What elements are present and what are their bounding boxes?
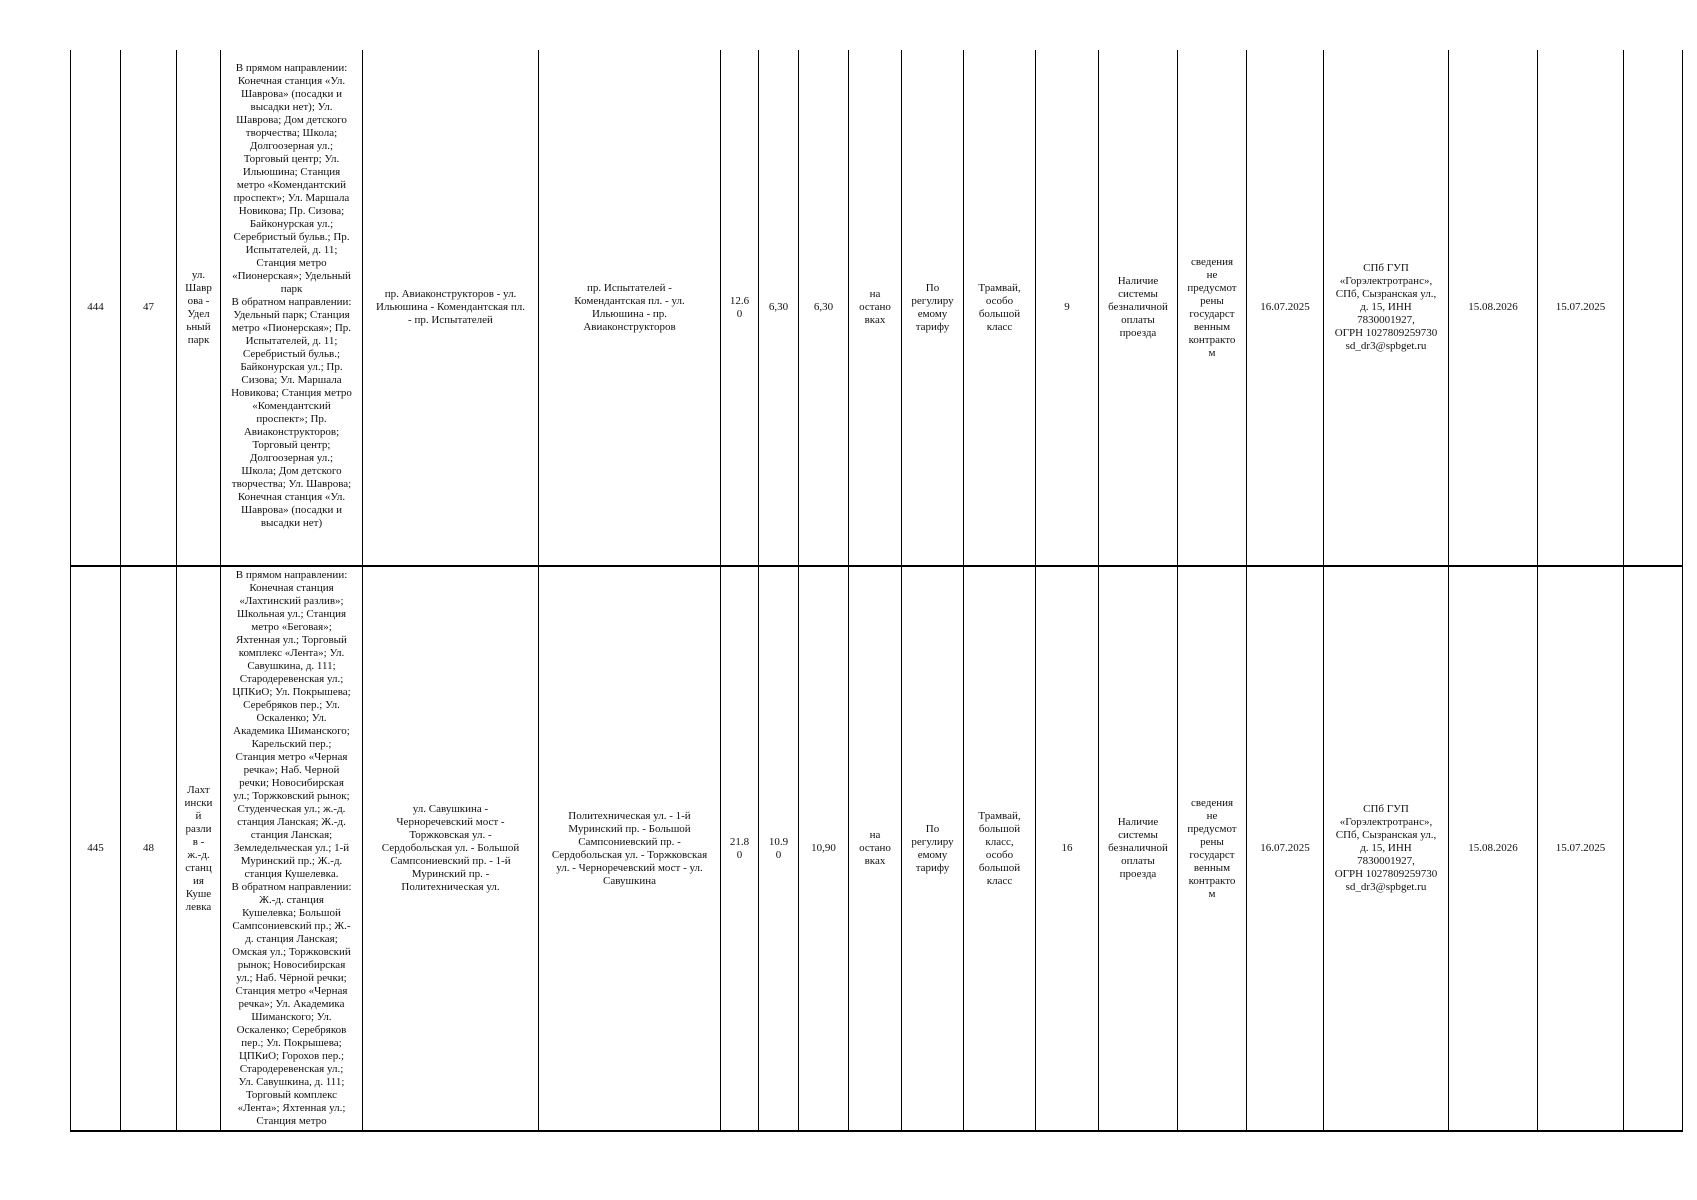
cell-length-total: 21.8 0 (721, 566, 759, 1131)
route-register-table (70, 50, 1683, 1132)
cell-vehicle: Трамвай, большой класс, особо большой класс (964, 566, 1036, 1131)
cell-route-no: 48 (121, 566, 177, 1131)
cell-vehicle-count: 9 (1036, 50, 1099, 566)
cell-contract: сведения не предусмот рены государст венным контракто м (1178, 566, 1247, 1131)
cell-streets-backward: Политехническая ул. - 1-й Муринский пр. - Большой Сампсониевский пр. - Сердобольская ул. - Торжковская ул. - Черноречевский мост - ул. Савушкина (539, 566, 721, 1131)
cell-route-name: Лахт ински й разли в - ж.-д. станц ия Куше левка (177, 566, 221, 1131)
cell-reg-no: 444 (71, 50, 121, 566)
cell-tariff: По регулиру емому тарифу (902, 566, 964, 1131)
cell-stops: В прямом направлении: Конечная станция «Ул. Шаврова» (посадки и высадки нет); Ул. Шаврова; Дом детского творчества; Школа; Долгоозерная ул.; Торговый центр; Ул. Ильюшина; Станция метро «Комендантский проспект»; Ул. Маршала Новикова; Пр. Сизова; Байконурская ул.; Серебристый бульв.; Пр. Испытателей, д. 11; Станция метро «Пионерская»; Удельный парк В обратном направлении: Удельный парк; Станция метро «Пионерская»; Пр. Испытателей, д. 11; Серебристый бульв.; Байконурская ул.; Пр. Сизова; Ул. Маршала Новикова; Станция метро «Комендантский проспект»; Пр. Авиаконструкторов; Торговый центр; Долгоозерная ул.; Школа; Дом детского творчества; Ул. Шаврова; Конечная станция «Ул. Шаврова» (посадки и высадки нет) (221, 50, 363, 566)
cell-vehicle-count: 16 (1036, 566, 1099, 1131)
cell-date-a: 15.08.2026 (1449, 566, 1538, 1131)
cell-payment: Наличие системы безналичной оплаты проезда (1099, 566, 1178, 1131)
cell-length-total: 12.6 0 (721, 50, 759, 566)
cell-streets-forward: ул. Савушкина - Черноречевский мост - Торжковская ул. - Сердобольская ул. - Большой Сампсониевский пр. - 1-й Муринский пр. - Политехническая ул. (363, 566, 539, 1131)
cell-start-date: 16.07.2025 (1247, 50, 1324, 566)
cell-date-a: 15.08.2026 (1449, 50, 1538, 566)
cell-streets-backward: пр. Испытателей - Комендантская пл. - ул. Ильюшина - пр. Авиаконструкторов (539, 50, 721, 566)
cell-streets-forward: пр. Авиаконструкторов - ул. Ильюшина - Комендантская пл. - пр. Испытателей (363, 50, 539, 566)
cell-vehicle: Трамвай, особо большой класс (964, 50, 1036, 566)
cell-date-b: 15.07.2025 (1538, 50, 1624, 566)
cell-carrier: СПб ГУП «Горэлектротранс», СПб, Сызранская ул., д. 15, ИНН 7830001927, ОГРН 1027809259730 sd_dr3@spbget.ru (1324, 566, 1449, 1131)
table-row (71, 566, 1683, 1131)
cell-stops: В прямом направлении: Конечная станция «Лахтинский разлив»; Школьная ул.; Станция метро «Беговая»; Яхтенная ул.; Торговый комплекс «Лента»; Ул. Савушкина, д. 111; Стародеревенская ул.; ЦПКиО; Ул. Покрышева; Серебряков пер.; Ул. Оскаленко; Ул. Академика Шиманского; Карельский пер.; Станция метро «Черная речка»; Наб. Черной речки; Новосибирская ул.; Торжковский рынок; Студенческая ул.; ж.-д. станция Ланская; Ж.-д. станция Ланская; Земледельческая ул.; 1-й Муринский пр.; Ж.-д. станция Кушелевка. В обратном направлении: Ж.-д. станция Кушелевка; Большой Сампсониевский пр.; Ж.- д. станция Ланская; Омская ул.; Торжковский рынок; Новосибирская ул.; Наб. Чёрной речки; Станция метро «Черная речка»; Ул. Академика Шиманского; Ул. Оскаленко; Серебряков пер.; Ул. Покрышева; ЦПКиО; Горохов пер.; Стародеревенская ул.; Ул. Савушкина, д. 111; Торговый комплекс «Лента»; Яхтенная ул.; Станция метро (221, 566, 363, 1131)
cell-start-date: 16.07.2025 (1247, 566, 1324, 1131)
cell-length-forward: 10.9 0 (759, 566, 799, 1131)
cell-stop-order: на остано вках (849, 566, 902, 1131)
table-row (71, 50, 1683, 566)
cell-reg-no: 445 (71, 566, 121, 1131)
cell-extra (1624, 566, 1683, 1131)
cell-length-forward: 6,30 (759, 50, 799, 566)
cell-tariff: По регулиру емому тарифу (902, 50, 964, 566)
cell-extra (1624, 50, 1683, 566)
cell-date-b: 15.07.2025 (1538, 566, 1624, 1131)
cell-length-backward: 6,30 (799, 50, 849, 566)
cell-route-name: ул. Шавр ова - Удел ьный парк (177, 50, 221, 566)
cell-length-backward: 10,90 (799, 566, 849, 1131)
cell-payment: Наличие системы безналичной оплаты проезда (1099, 50, 1178, 566)
cell-stop-order: на остано вках (849, 50, 902, 566)
cell-carrier: СПб ГУП «Горэлектротранс», СПб, Сызранская ул., д. 15, ИНН 7830001927, ОГРН 1027809259730 sd_dr3@spbget.ru (1324, 50, 1449, 566)
cell-contract: сведения не предусмот рены государст венным контракто м (1178, 50, 1247, 566)
cell-route-no: 47 (121, 50, 177, 566)
